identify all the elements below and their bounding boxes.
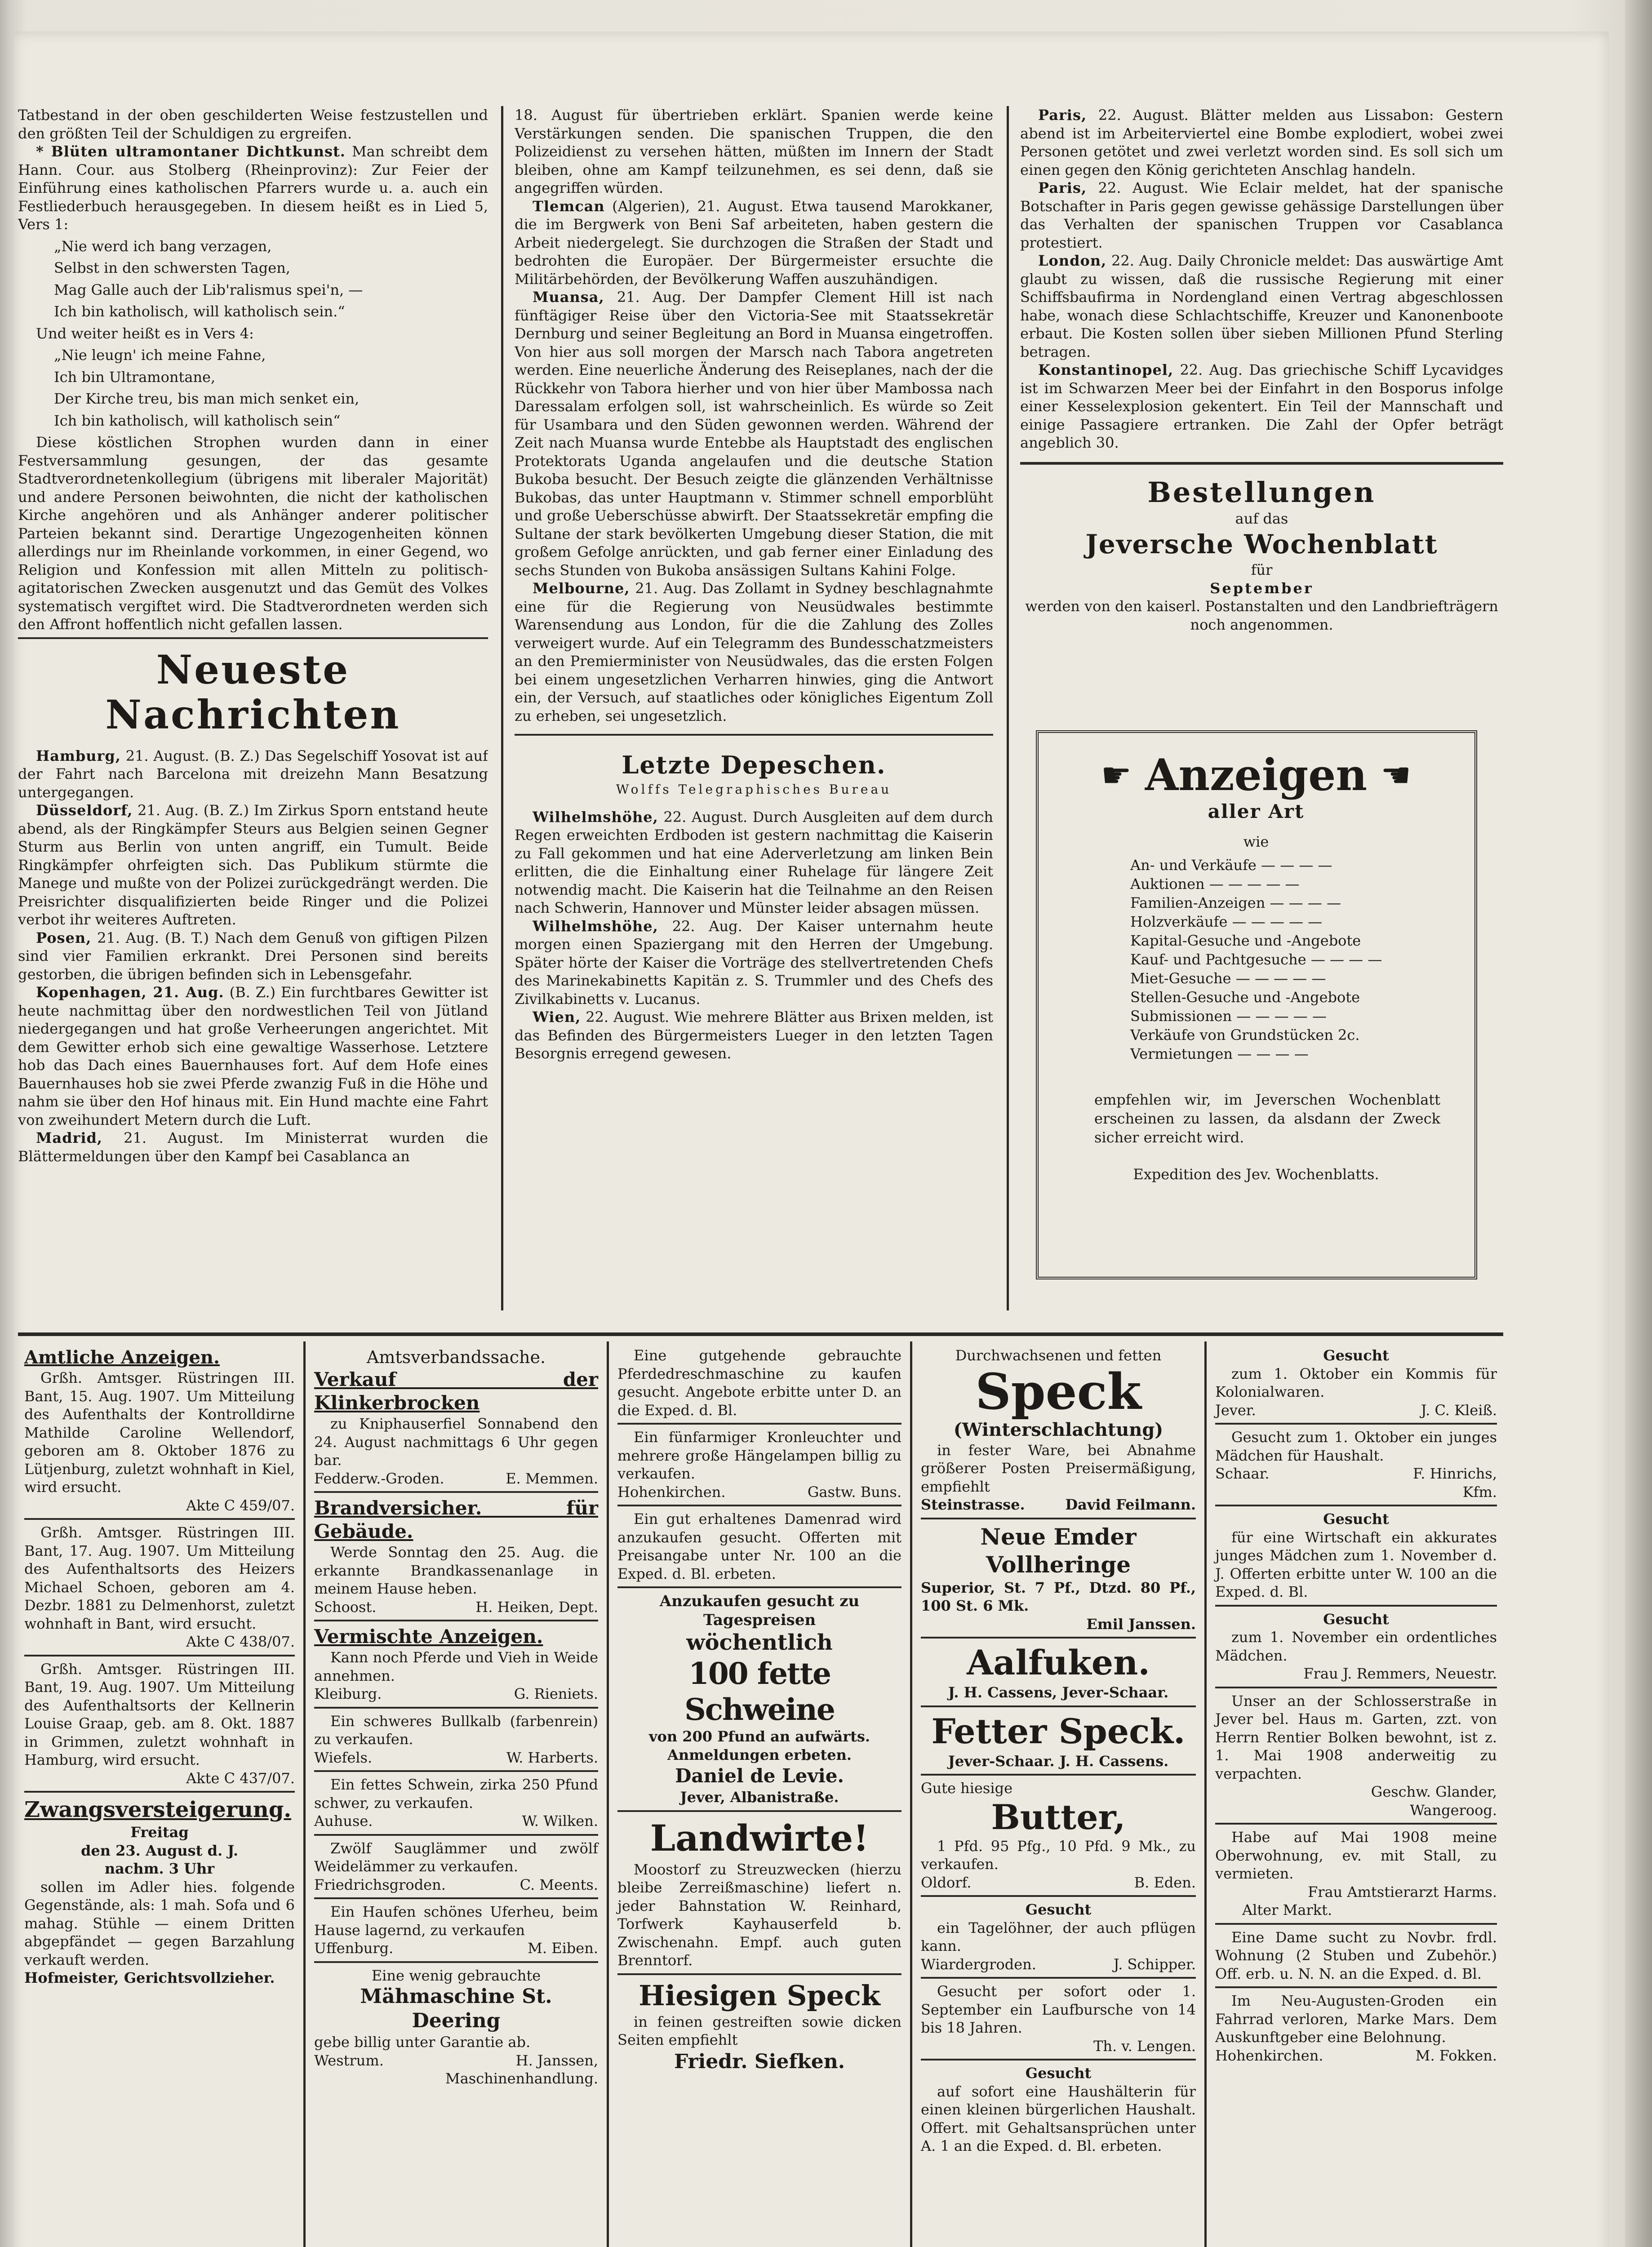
- page-binding-edge: [1625, 0, 1652, 2247]
- rule: [24, 1655, 295, 1656]
- anzeigen-item-dashes: 2c.: [1338, 1026, 1360, 1044]
- anzeigen-item: [1130, 931, 1467, 950]
- rule: [24, 1518, 295, 1520]
- weiter-paragraph: Und weiter heißt es in Vers 4:: [36, 324, 254, 342]
- r5-signature-2: Wangeroog.: [1410, 1801, 1497, 1819]
- speck-sub: (Winterschlachtung): [953, 1419, 1164, 1440]
- aalfuken-heading: Aalfuken.: [967, 1643, 1150, 1683]
- r4-signature: Frau J. Remmers, Neuestr.: [1303, 1665, 1497, 1682]
- sig-place: Auhuse.: [314, 1812, 373, 1830]
- dateline-duesseldorf: Düsseldorf,: [36, 802, 133, 819]
- sig-name: W. Harberts.: [506, 1749, 598, 1766]
- dateline-wien: Wien,: [533, 1008, 581, 1026]
- anzeigen-item-dashes: — — — — —: [1235, 970, 1326, 987]
- schweine-name: Daniel de Levie.: [675, 1765, 844, 1787]
- r6-signature-1: Frau Amtstierarzt Harms.: [1308, 1883, 1497, 1901]
- dateline-madrid: Madrid,: [36, 1129, 103, 1146]
- rule: [314, 1961, 598, 1963]
- column-divider-2: [1007, 106, 1009, 1310]
- bestellungen-auf: auf das: [1235, 510, 1288, 527]
- news-kopenhagen-text: (B. Z.) Ein furchtbares Gewitter ist heute nachmittag über den nordwestlichen Teil von Jütland niedergegangen und hat große Verheerungen angerichtet. Mit dem Gewitter erhob sich eine gewaltige Wasserhose. Letztere hob das Dach eines Bauernhauses fort. Auf dem Hofe eines Bauernhauses hob sie zwei Pferde zwanzig Fuß in die Höhe und nahm sie über den Hof hinaus mit. Ein Hund machte eine Fahrt von zweihundert Metern durch die Luft.: [18, 984, 488, 1128]
- verse-2-line-1: „Nie leugn' ich meine Fahne,: [54, 346, 266, 364]
- rule: [617, 1586, 901, 1588]
- zwangsversteigerung-heading: Zwangsversteigerung.: [24, 1797, 292, 1822]
- sig-place: Schaar.: [1215, 1465, 1270, 1482]
- landwirte-text: Moostorf zu Streuzwecken (hierzu bleibe Zerreißmaschine) liefert n. jeder Bahnstation W. Reinhard, Torfwerk Kayhauserfeld b. Zwischenahn. Empf. auch guten Brenntorf.: [617, 1861, 901, 1969]
- fetter-speck-signature: Jever-Schaar. J. H. Cassens.: [948, 1752, 1169, 1770]
- sig-name: J. Schipper.: [1113, 1955, 1196, 1973]
- gesucht-2-signature: Th. v. Lengen.: [1093, 2037, 1196, 2055]
- anzeigen-item-dashes: — — — —: [1261, 857, 1332, 874]
- anzeigen-item-label: An- und Verkäufe: [1130, 857, 1257, 874]
- butter-signature: [921, 1874, 1196, 1892]
- vermischte-signature: [314, 1685, 598, 1703]
- rule: [921, 1895, 1196, 1897]
- news-melbourne-text: 21. Aug. Das Zollamt in Sydney beschlagnahmte eine für die Regierung von Neusüdwales bestimmte Warensendung aus London, für die die Zahlung des Zolles verweigert wurde. Auf ein Telegramm des Bundesschatzmeisters an den Premierminister von Neusüdwales, das die ersten Folgen bei einem ungesetzlichen Verharren hinwies, ging die Antwort ein, der Versuch, auf staatliches oder königliches Eigentum Zoll zu erheben, sei ungesetzlich.: [515, 580, 993, 724]
- news-paris-2-text: 22. August. Wie Eclair meldet, hat der spanische Botschafter in Paris gegen gewisse gehässige Darstellungen über das Verhalten der spanischen Truppen vor Casablanca protestiert.: [1020, 179, 1503, 251]
- rule: [1215, 1687, 1497, 1688]
- aalfuken-signature: J. H. Cassens, Jever-Schaar.: [948, 1684, 1169, 1701]
- laemmer-signature: [314, 1876, 598, 1894]
- amtsverbandssache-heading: Amtsverbandssache.: [366, 1347, 546, 1367]
- rule: [1020, 462, 1503, 465]
- brandversicherung-heading: Brandversicher. für Gebäude.: [314, 1497, 598, 1542]
- anzeigen-text: empfehlen wir, im Jeverschen Wochenblatt erscheinen zu lassen, da alsdann der Zweck sicher erreicht wird.: [1094, 1091, 1440, 1146]
- dateline-melbourne: Melbourne,: [533, 580, 630, 597]
- dispatch-2: [515, 917, 993, 1008]
- anzeigen-item: [1130, 950, 1467, 969]
- anzeigen-item: [1130, 988, 1467, 1007]
- anzeigen-item-dashes: — — — — —: [1209, 875, 1300, 893]
- sig-place: Schoost.: [314, 1598, 377, 1616]
- landwirte-heading: Landwirte!: [650, 1816, 869, 1859]
- news-paris-1: [1020, 106, 1503, 179]
- sig-name: M. Fokken.: [1415, 2047, 1497, 2064]
- dateline-wilhelmshoehe-1: Wilhelmshöhe,: [533, 808, 658, 826]
- r6-signature-2: Alter Markt.: [1242, 1901, 1332, 1918]
- rule: [617, 1505, 901, 1506]
- ads-column-1: [18, 1344, 301, 2247]
- verse-2-line-4: Ich bin katholisch, will katholisch sein“: [54, 412, 341, 429]
- r1-text: zum 1. Oktober ein Kommis für Kolonialwaren.: [1215, 1365, 1497, 1400]
- sig-place: Wiardergroden.: [921, 1955, 1036, 1973]
- sig-name: F. Hinrichs,: [1413, 1465, 1497, 1482]
- verse-2-line-2: Ich bin Ultramontane,: [54, 368, 216, 386]
- news-muansa: [515, 288, 993, 579]
- news-konstantinopel-text: 22. Aug. Das griechische Schiff Lycavidges ist im Schwarzen Meer bei der Einfahrt in den Bosporus infolge einer Kesselexplosion gekentert. Ein Teil der Mannschaft und einige Passagiere ertranken. Die Zahl der Opfer beträgt angeblich 30.: [1020, 361, 1503, 451]
- news-duesseldorf-text: 21. Aug. (B. Z.) Im Zirkus Sporn entstand heute abend, als der Ringkämpfer Steurs aus Belgien seinen Gegner Sturm aus Berlin von unten angriff, ein Tumult. Beide Ringkämpfer ohrfeigten sich. Das Publikum stürmte die Manege und mußte von der Polizei zurückgedrängt werden. Die Preisrichter disqualifizierten beide Ringer und die Polizei verbot ihr weiteres Auftreten.: [18, 802, 488, 928]
- anzeigen-item-label: Stellen-Gesuche und -Angebote: [1130, 989, 1360, 1006]
- zwang-date-1: Freitag: [130, 1824, 189, 1841]
- amtl-notice-3: Grßh. Amtsger. Rüstringen III. Bant, 19. Aug. 1907. Um Mitteilung des Aufenthaltsorts der Kellnerin Louise Graap, geb. am 8. Okt. 1887 in Grimmen, zuletzt wohnhaft in Hamburg, wird ersucht.: [24, 1660, 295, 1768]
- rule: [24, 1791, 295, 1793]
- vermischte-text: Kann noch Pferde und Vieh in Weide annehmen.: [314, 1649, 598, 1684]
- anzeigen-item-dashes: — — — —: [1270, 894, 1341, 911]
- r7-text: Eine Dame sucht zu Novbr. frdl. Wohnung (2 Stuben und Zubehör.) Off. erb. u. N. N. an die Exped. d. Bl.: [1215, 1928, 1497, 1982]
- gesucht-1-signature: [921, 1955, 1196, 1974]
- sig-name: David Feilmann.: [1065, 1496, 1196, 1513]
- anzeigen-item: [1130, 912, 1467, 931]
- news-london: [1020, 252, 1503, 361]
- column-3: [1020, 106, 1503, 690]
- news-madrid: [18, 1129, 488, 1165]
- hiesigen-speck-heading: Hiesigen Speck: [639, 1979, 880, 2012]
- anzeigen-item-label: Kauf- und Pachtgesuche: [1130, 951, 1306, 968]
- hiesigen-speck-signature: Friedr. Siefken.: [674, 2050, 845, 2073]
- ads-divider-1: [303, 1341, 306, 2247]
- speck-pre: Durchwachsenen und fetten: [955, 1347, 1162, 1364]
- rule: [921, 1774, 1196, 1776]
- vermischte-anzeigen-heading: Vermischte Anzeigen.: [314, 1625, 543, 1648]
- r3-heading: Gesucht: [1323, 1510, 1389, 1528]
- news-paris-2: [1020, 179, 1503, 252]
- klinkerbrocken-text: zu Kniphauserfiel Sonnabend den 24. August nachmittags 6 Uhr gegen bar.: [314, 1415, 598, 1469]
- ads-divider-3: [910, 1341, 912, 2247]
- anzeigen-heading-row: [1045, 750, 1467, 800]
- r1-signature: [1215, 1401, 1497, 1420]
- anzeigen-expedition: Expedition des Jev. Wochenblatts.: [1133, 1166, 1379, 1183]
- rule: [617, 1423, 901, 1425]
- amtl-notice-2-ref: Akte C 438/07.: [186, 1633, 295, 1650]
- ads-divider-4: [1204, 1341, 1207, 2247]
- blueten-title: * Blüten ultramontaner Dichtkunst.: [36, 143, 346, 160]
- fetter-speck-heading: Fetter Speck.: [931, 1711, 1186, 1751]
- laemmer-text: Zwölf Sauglämmer und zwölf Weidelämmer zu verkaufen.: [314, 1839, 598, 1875]
- amtl-notice-2: Grßh. Amtsger. Rüstringen III. Bant, 17. Aug. 1907. Um Mitteilung des Aufenthaltsorts des Heizers Michael Schoen, geboren am 4. Dezbr. 1881 zu Delmenhorst, zuletzt wohnhaft in Bant, wird ersucht.: [24, 1524, 295, 1632]
- sig-place: Kleiburg.: [314, 1685, 382, 1702]
- bullkalb-text: Ein schweres Bullkalb (farbenrein) zu verkaufen.: [314, 1712, 598, 1748]
- rule: [314, 1770, 598, 1772]
- r6-text: Habe auf Mai 1908 meine Oberwohnung, ev. mit Stall, zu vermieten.: [1215, 1829, 1497, 1882]
- r2-signature: [1215, 1465, 1497, 1483]
- schweine-text: von 200 Pfund an aufwärts. Anmeldungen erbeten.: [648, 1728, 870, 1763]
- anzeigen-heading: Anzeigen: [1145, 750, 1368, 800]
- schwein-text: Ein fettes Schwein, zirka 250 Pfund schwer, zu verkaufen.: [314, 1776, 598, 1812]
- news-paris-1-text: 22. August. Blätter melden aus Lissabon: Gestern abend ist im Arbeiterviertel eine Bombe explodiert, wobei zwei Personen getötet und zwei verletzt worden sind. Es soll sich um einen gegen den König gerichteten Anschlag handeln.: [1020, 107, 1503, 178]
- news-konstantinopel: [1020, 361, 1503, 452]
- dateline-tlemcan: Tlemcan: [533, 197, 605, 215]
- news-madrid-text: 21. August. Im Ministerrat wurden die Blättermeldungen über den Kampf bei Casablanca an: [18, 1129, 488, 1165]
- brandversicherung-signature: [314, 1598, 598, 1616]
- dispatch-3: [515, 1008, 993, 1063]
- sig-place: Westrum.: [314, 2052, 384, 2069]
- sig-name: J. C. Kleiß.: [1421, 1401, 1497, 1419]
- maehmaschine-heading: Mähmaschine St. Deering: [360, 1985, 552, 2032]
- sig-name: H. Heiken, Dept.: [475, 1598, 598, 1616]
- bestellungen-fuer: für: [1251, 561, 1273, 578]
- anzeigen-item-label: Verkäufe von Grundstücken: [1130, 1026, 1333, 1044]
- intro-paragraph: Tatbestand in der oben geschilderten Weise festzustellen und den größten Teil der Schuldigen zu ergreifen.: [18, 107, 488, 142]
- anzeigen-item: [1130, 1007, 1467, 1026]
- blueten-text: Man schreibt dem Hann. Cour. aus Stolberg (Rheinprovinz): Zur Feier der Einführung eines katholischen Pfarrers wurde u. a. auch ein Festliederbuch herausgegeben. In diesem heißt es in Lied 5, Vers 1:: [18, 143, 488, 233]
- schweine-weekly: wöchentlich: [686, 1630, 833, 1655]
- anzeigen-item: [1130, 893, 1467, 912]
- uferheu-text: Ein Haufen schönes Uferheu, beim Hause lagernd, zu verkaufen: [314, 1903, 598, 1939]
- pointing-hand-right-icon: ☚: [1381, 755, 1412, 795]
- sig-name: B. Eden.: [1134, 1874, 1196, 1891]
- anzeigen-item-label: Holzverkäufe: [1130, 913, 1228, 930]
- speck-signature: [921, 1496, 1196, 1514]
- maehmaschine-signature: [314, 2052, 598, 2070]
- hiesigen-speck-text: in feinen gestreiften sowie dicken Seiten empfiehlt: [617, 2013, 901, 2048]
- anzeigen-item-label: Kapital-Gesuche und -Angebote: [1130, 932, 1361, 949]
- gesucht-1-text: ein Tagelöhner, der auch pflügen kann.: [921, 1919, 1196, 1954]
- anzeigen-item-label: Submissionen: [1130, 1008, 1232, 1025]
- sig-place: Hohenkirchen.: [617, 1483, 726, 1501]
- news-muansa-text: 21. Aug. Der Dampfer Clement Hill ist nach fünftägiger Reise über den Victoria-See mit Staatssekretär Dernburg und seiner Begleitung an Bord in Muansa eingetroffen. Von hier aus soll morgen der Marsch nach Tabora angetreten werden. Eine neuerliche Änderung des Reiseplanes, nach der die Rückkehr von Tabora hierher und von hier über Mambossa nach Daressalam erfolgen soll, ist wahrscheinlich. Es würde so Zeit für Usambara und den Süden gewonnen werden. Während der Zeit nach Muansa wurde Entebbe als Hauptstadt des englischen Protektorats Uganda angelaufen und die deutsche Station Bukoba besucht. Der Besuch zeigte die glänzenden Verhältnisse Bukobas, das unter Hauptmann v. Stimmer schnell emporblüht und große Ueberschüsse abwirft. Der Staatssekretär empfing die Sultane der stark bevölkerten Umgebung dieser Station, die mit großem Gefolge anrückten, und gab ferner einer Einladung des sechs Stunden von Bukoba ansässigen Sultans Kahini Folge.: [515, 289, 993, 579]
- dateline-paris-1: Paris,: [1038, 107, 1087, 124]
- brandversicherung-text: Werde Sonntag den 25. Aug. die erkannte Brandkassenanlage in meinem Hause heben.: [314, 1544, 598, 1597]
- classifieds-top-rule: [18, 1332, 1503, 1336]
- column-1: [18, 106, 488, 1319]
- sig-name: H. Janssen,: [515, 2052, 598, 2069]
- gesucht-1-heading: Gesucht: [1025, 1901, 1092, 1918]
- bullkalb-signature: [314, 1749, 598, 1767]
- dateline-konstantinopel: Konstantinopel,: [1038, 361, 1174, 378]
- schwein-signature: [314, 1812, 598, 1830]
- butter-heading: Butter,: [991, 1797, 1126, 1837]
- dispatch-1: [515, 808, 993, 917]
- maehmaschine-pre: Eine wenig gebrauchte: [371, 1967, 541, 1984]
- maehmaschine-signature-2: Maschinenhandlung.: [445, 2070, 598, 2087]
- vollheringe-heading: Neue Emder Vollheringe: [980, 1523, 1137, 1578]
- dispatch-3-text: 22. August. Wie mehrere Blätter aus Brixen melden, ist das Befinden des Bürgermeisters Lueger in den letzten Tagen Besorgnis erregend gewesen.: [515, 1008, 993, 1062]
- r1-heading: Gesucht: [1323, 1347, 1389, 1364]
- r8-text: Im Neu-Augusten-Groden ein Fahrrad verloren, Marke Mars. Dem Auskunftgeber eine Belohnung.: [1215, 1992, 1497, 2046]
- anzeigen-item: [1130, 856, 1467, 875]
- madrid-continued: 18. August für übertrieben erklärt. Spanien werde keine Verstärkungen senden. Die spanischen Truppen, die den Polizeidienst zu versehen hätten, müßten im Innern der Stadt bleiben, ohne am Kampf teilzunehmen, es sei denn, daß sie angegriffen würden.: [515, 107, 993, 196]
- maehmaschine-text: gebe billig unter Garantie ab.: [314, 2034, 531, 2051]
- dateline-kopenhagen: Kopenhagen, 21. Aug.: [36, 984, 224, 1001]
- pointing-hand-left-icon: ☛: [1101, 755, 1132, 795]
- rule: [1215, 1423, 1497, 1425]
- vollheringe-text: Superior, St. 7 Pf., Dtzd. 80 Pf., 100 St. 6 Mk.: [921, 1579, 1196, 1614]
- anzeigen-item: [1130, 969, 1467, 988]
- r5-text: Unser an der Schlosserstraße in Jever bel. Haus m. Garten, zzt. von Herrn Rentier Bolken bewohnt, ist z. 1. Mai 1908 anderweitig zu verpachten.: [1215, 1692, 1497, 1782]
- vollheringe-signature: Emil Janssen.: [1086, 1615, 1196, 1633]
- bestellungen-heading: Bestellungen: [1147, 475, 1376, 509]
- r8-signature: [1215, 2047, 1497, 2065]
- speck-text: in fester Ware, bei Abnahme größerer Posten Preisermäßigung, empfiehlt: [921, 1441, 1196, 1495]
- news-posen: [18, 929, 488, 984]
- sig-name: G. Rieniets.: [514, 1685, 598, 1702]
- verse-1-line-4: Ich bin katholisch, will katholisch sein.“: [54, 303, 345, 320]
- anzeigen-item: [1130, 1044, 1467, 1063]
- ads-column-5: [1209, 1344, 1503, 2247]
- anzeigen-item: [1130, 875, 1467, 893]
- anzeigen-item-dashes: — — — —: [1310, 951, 1382, 968]
- bestellungen-text: werden von den kaiserl. Postanstalten und den Landbriefträgern noch angenommen.: [1025, 598, 1498, 633]
- amtliche-anzeigen-heading: Amtliche Anzeigen.: [24, 1347, 220, 1368]
- sig-name: W. Wilken.: [522, 1812, 598, 1830]
- sig-name: M. Eiben.: [528, 1940, 598, 1957]
- news-hamburg-text: 21. August. (B. Z.) Das Segelschiff Yosovat ist auf der Fahrt nach Barcelona mit dreizehn Mann Besatzung untergegangen.: [18, 747, 488, 801]
- dateline-hamburg: Hamburg,: [36, 747, 121, 764]
- rule: [1215, 1986, 1497, 1988]
- ads-divider-2: [607, 1341, 609, 2247]
- rule: [921, 1977, 1196, 1979]
- sig-place: Steinstrasse.: [921, 1496, 1025, 1513]
- amtl-notice-1-ref: Akte C 459/07.: [186, 1497, 295, 1514]
- anzeigen-item-dashes: — — — — —: [1232, 913, 1323, 930]
- bestellungen-monat: September: [1210, 579, 1314, 597]
- r2-signature-2: Kfm.: [1462, 1483, 1497, 1501]
- rule: [1215, 1605, 1497, 1607]
- news-duesseldorf: [18, 801, 488, 929]
- anzeigen-aller-art: aller Art: [1208, 800, 1305, 822]
- schweine-pre: Anzukaufen gesucht zu Tagespreisen: [659, 1592, 860, 1629]
- damenrad-text: Ein gut erhaltenes Damenrad wird anzukaufen gesucht. Offerten mit Preisangabe unter Nr. 100 an die Exped. d. Bl. erbeten.: [617, 1510, 901, 1582]
- column-2: [515, 106, 993, 1319]
- gesucht-2-text: Gesucht per sofort oder 1. September ein Laufbursche von 14 bis 18 Jahren.: [921, 1983, 1196, 2036]
- zwang-date-3: nachm. 3 Uhr: [104, 1860, 215, 1877]
- diese-paragraph: Diese köstlichen Strophen wurden dann in einer Festversammlung gesungen, der das gesamte Stadtverordnetenkollegium (übrigens mit liberaler Majorität) und andere Personen beiwohnten, die nicht der katholischen Kirche angehören und als Anhänger anderer politischer Parteien bekannt sind. Derartige Ungezogenheiten können allerdings nur im Rheinlande vorkommen, in einer Gegend, wo Religion und Konfession mit allen Mitteln zu politisch-agitatorischen Zwecken ausgenutzt und das Gemüt des Volkes systematisch vergiftet wird. Die Stadtverordneten werden sich den Affront hoffentlich nicht gefallen lassen.: [18, 434, 488, 633]
- anzeigen-item-label: Familien-Anzeigen: [1130, 894, 1266, 911]
- ads-column-2: [308, 1344, 604, 2247]
- sig-place: Fedderw.-Groden.: [314, 1470, 444, 1487]
- sig-name: E. Memmen.: [506, 1470, 598, 1487]
- anzeigen-wie: wie: [1243, 833, 1269, 850]
- column-divider-1: [501, 106, 503, 1310]
- sig-place: Uffenburg.: [314, 1940, 394, 1957]
- rule: [314, 1897, 598, 1899]
- dateline-wilhelmshoehe-2: Wilhelmshöhe,: [533, 917, 658, 935]
- verse-1-line-1: „Nie werd ich bang verzagen,: [54, 237, 272, 255]
- butter-pre: Gute hiesige: [921, 1780, 1013, 1797]
- verse-2-line-3: Der Kirche treu, bis man mich senket ein,: [54, 390, 360, 407]
- r5-signature-1: Geschw. Glander,: [1371, 1783, 1497, 1800]
- news-posen-text: 21. Aug. (B. T.) Nach dem Genuß von giftigen Pilzen sind vier Familien erkrankt. Drei Personen sind bereits gestorben, die übrigen befinden sich in Lebensgefahr.: [18, 929, 488, 983]
- anzeigen-item: [1130, 1026, 1467, 1044]
- news-tlemcan-text: (Algerien), 21. August. Etwa tausend Marokkaner, die im Bergwerk von Beni Saf arbeiteten, haben gestern die Arbeit niedergelegt. Sie durchzogen die Straßen der Stadt und bedrohten die Europäer. Der Bürgermeister ersuchte die Militärbehörden, der Bevölkerung Waffen auszuhändigen.: [515, 197, 993, 288]
- news-hamburg: [18, 747, 488, 802]
- klinkerbrocken-heading: Verkauf der Klinkerbrocken: [314, 1368, 598, 1414]
- speck-heading: Speck: [975, 1362, 1141, 1421]
- rule: [921, 1637, 1196, 1639]
- anzeigen-item-label: Miet-Gesuche: [1130, 970, 1231, 987]
- sig-name: Gastw. Buns.: [807, 1483, 901, 1501]
- r3-text: für eine Wirtschaft ein akkurates junges Mädchen zum 1. November d. J. Offerten erbitte unter W. 100 an die Exped. d. Bl.: [1215, 1528, 1497, 1600]
- butter-text: 1 Pfd. 95 Pfg., 10 Pfd. 9 Mk., zu verkaufen.: [921, 1837, 1196, 1873]
- schweine-ort: Jever, Albanistraße.: [680, 1789, 839, 1806]
- r4-heading: Gesucht: [1323, 1610, 1389, 1628]
- anzeigen-list: [1045, 856, 1467, 1063]
- verse-1-line-3: Mag Galle auch der Lib'ralismus spei'n, —: [54, 281, 363, 298]
- amtl-notice-1: Grßh. Amtsger. Rüstringen III. Bant, 15. Aug. 1907. Um Mitteilung des Aufenthalts der Kontrolldirne Mathilde Caroline Wellendorf, geboren am 8. Oktober 1876 zu Lütjenburg, zuletzt wohnhaft in Kiel, wird ersucht.: [24, 1369, 295, 1496]
- rule: [617, 1973, 901, 1975]
- sig-place: Hohenkirchen.: [1215, 2047, 1323, 2064]
- dispatch-2-text: 22. Aug. Der Kaiser unternahm heute morgen einen Spaziergang mit den Herren der Umgebung. Später hörte der Kaiser die Vorträge des stellvertretenden Chefs des Marinekabinetts Kapitän z. S. Trummler und des Chefs des Zivilkabinetts v. Lucanus.: [515, 917, 993, 1008]
- rule: [921, 1518, 1196, 1519]
- sig-place: Friedrichsgroden.: [314, 1876, 446, 1893]
- dreschmaschine-text: Eine gutgehende gebrauchte Pferdedreschmaschine zu kaufen gesucht. Angebote erbitte unter D. an die Exped. d. Bl.: [617, 1347, 901, 1419]
- rule: [314, 1620, 598, 1621]
- sig-place: Oldorf.: [921, 1874, 972, 1891]
- uferheu-signature: [314, 1939, 598, 1958]
- anzeigen-item-dashes: — — — —: [1237, 1045, 1309, 1062]
- blueten-paragraph: [18, 142, 488, 234]
- anzeigen-item-label: Vermietungen: [1130, 1045, 1233, 1062]
- dateline-muansa: Muansa,: [533, 289, 604, 306]
- letzte-depeschen-heading: Letzte Depeschen.: [622, 750, 886, 779]
- rule: [314, 1707, 598, 1709]
- sig-name: C. Meents.: [520, 1876, 598, 1893]
- rule: [314, 1491, 598, 1493]
- rule: [921, 1705, 1196, 1707]
- news-tlemcan: [515, 197, 993, 289]
- amtl-notice-3-ref: Akte C 437/07.: [186, 1769, 295, 1787]
- dateline-london: London,: [1038, 252, 1107, 269]
- zwang-signature: Hofmeister, Gerichtsvollzieher.: [24, 1969, 275, 1986]
- kronleuchter-signature: [617, 1483, 901, 1501]
- r4-text: zum 1. November ein ordentliches Mädchen.: [1215, 1629, 1497, 1664]
- news-london-text: 22. Aug. Daily Chronicle meldet: Das auswärtige Amt glaubt zu wissen, daß die russische Regierung mit einer Schiffsbaufirma in Nordengland einen Vertrag abgeschlossen habe, wonach diese Schlachtschiffe, Kreuzer und Kanonenboote erbaut. Die Kosten sollen über sieben Millionen Pfund Sterling betragen.: [1020, 252, 1503, 360]
- sig-place: Jever.: [1215, 1401, 1256, 1419]
- anzeigen-item-label: Auktionen: [1130, 875, 1205, 893]
- news-kopenhagen: [18, 983, 488, 1129]
- rule: [1215, 1823, 1497, 1825]
- sig-place: Wiefels.: [314, 1749, 373, 1766]
- rule: [314, 1834, 598, 1836]
- gesucht-3-text: auf sofort eine Haushälterin für einen kleinen bürgerlichen Haushalt. Offert. mit Gehaltsansprüchen unter A. 1 an die Exped. d. Bl. erbeten.: [921, 2083, 1196, 2154]
- r2-text: Gesucht zum 1. Oktober ein junges Mädchen für Haushalt.: [1215, 1429, 1497, 1464]
- gesucht-3-heading: Gesucht: [1025, 2065, 1092, 2082]
- bestellungen-blatt: Jeversche Wochenblatt: [1085, 529, 1438, 560]
- rule: [18, 637, 488, 639]
- dateline-paris-2: Paris,: [1038, 179, 1087, 196]
- wolff-bureau: Wolffs Telegraphisches Bureau: [616, 782, 892, 797]
- rule: [617, 1810, 901, 1812]
- dateline-posen: Posen,: [36, 929, 92, 946]
- klinkerbrocken-signature: [314, 1470, 598, 1488]
- ads-column-4: [915, 1344, 1202, 2247]
- neueste-nachrichten-heading: Neueste Nachrichten: [105, 646, 401, 738]
- rule: [515, 734, 993, 736]
- verse-1-line-2: Selbst in den schwersten Tagen,: [54, 259, 290, 276]
- anzeigen-content: [1045, 742, 1467, 1267]
- ads-column-3: [611, 1344, 908, 2247]
- schweine-heading: 100 fette Schweine: [684, 1656, 835, 1727]
- dispatch-1-text: 22. August. Durch Ausgleiten auf dem durch Regen erweichten Erdboden ist gestern nachmittag die Kaiserin zu Fall gekommen und hat eine Aderverletzung am linken Bein erlitten, die die Einhaltung einer Ruhelage für längere Zeit notwendig macht. Die Kaiserin hat die Teilnahme an den Reisen nach Schwerin, Hannover und Münster leider absagen müssen.: [515, 808, 993, 916]
- zwang-text: sollen im Adler hies. folgende Gegenstände, als: 1 mah. Sofa und 6 mahag. Stühle — einem Dritten abgepfändet — gegen Barzahlung verkauft werden.: [24, 1878, 295, 1968]
- rule: [921, 2059, 1196, 2060]
- zwang-date-2: den 23. August d. J.: [80, 1842, 239, 1859]
- rule: [1215, 1505, 1497, 1506]
- rule: [1215, 1923, 1497, 1925]
- kronleuchter-text: Ein fünfarmiger Kronleuchter und mehrere große Hängelampen billig zu verkaufen.: [617, 1429, 901, 1482]
- anzeigen-item-dashes: — — — — —: [1236, 1008, 1327, 1025]
- news-melbourne: [515, 579, 993, 725]
